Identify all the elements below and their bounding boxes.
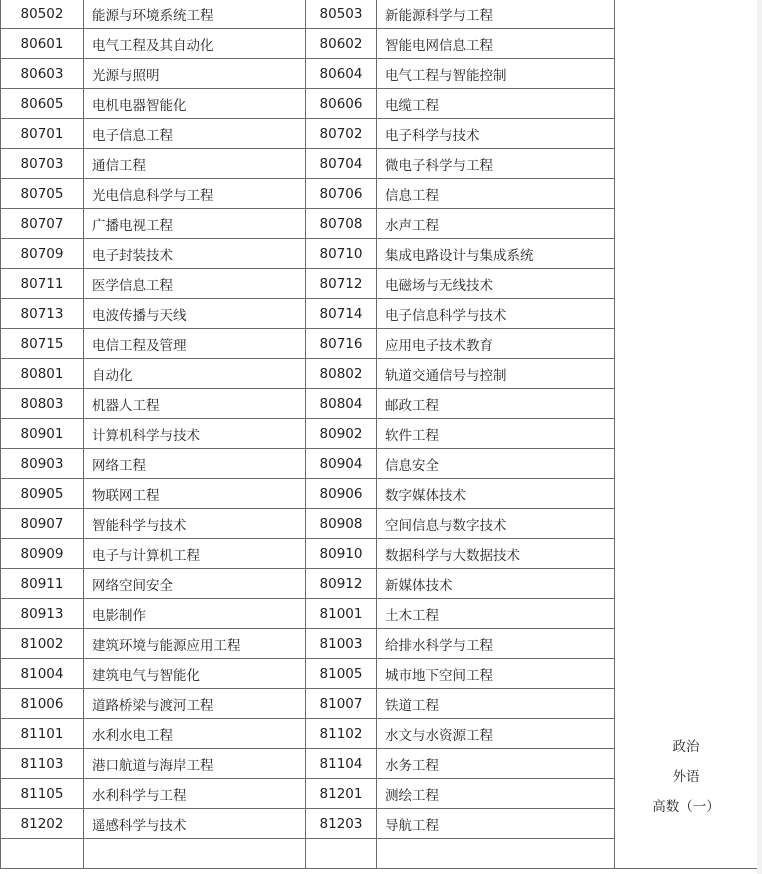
- major-name-left: 港口航道与海岸工程: [84, 749, 306, 779]
- major-code-right: 80902: [306, 419, 377, 449]
- major-name-right: 铁道工程: [377, 689, 615, 719]
- major-code-right: 80716: [306, 329, 377, 359]
- exam-subject: 政治: [672, 739, 700, 755]
- major-code-left: 81006: [1, 689, 84, 719]
- major-name-right: 土木工程: [377, 599, 615, 629]
- major-code-left: 81101: [1, 719, 84, 749]
- major-code-left: 80601: [1, 29, 84, 59]
- major-name-left: 自动化: [84, 359, 306, 389]
- major-code-right: 80910: [306, 539, 377, 569]
- major-code-left: 81103: [1, 749, 84, 779]
- major-name-right: 软件工程: [377, 419, 615, 449]
- major-code-right: 80708: [306, 209, 377, 239]
- major-name-left: 电影制作: [84, 599, 306, 629]
- major-code-right: 80702: [306, 119, 377, 149]
- major-name-right: 轨道交通信号与控制: [377, 359, 615, 389]
- major-name-left: 网络工程: [84, 449, 306, 479]
- major-name-right: 电磁场与无线技术: [377, 269, 615, 299]
- majors-table-body: [1, 0, 758, 869]
- major-name-left: 光电信息科学与工程: [84, 179, 306, 209]
- major-name-right: 空间信息与数字技术: [377, 509, 615, 539]
- major-code-left: 80709: [1, 239, 84, 269]
- major-name-right: 智能电网信息工程: [377, 29, 615, 59]
- major-name-right: 电气工程与智能控制: [377, 59, 615, 89]
- major-name-left: 通信工程: [84, 149, 306, 179]
- major-code-right: 81102: [306, 719, 377, 749]
- major-code-left: 80905: [1, 479, 84, 509]
- major-name-right: 水务工程: [377, 749, 615, 779]
- major-code-left: 81105: [1, 779, 84, 809]
- page-right-edge: [757, 0, 762, 874]
- major-code-right: 81104: [306, 749, 377, 779]
- major-code-left: 80603: [1, 59, 84, 89]
- empty-cell: [1, 839, 84, 869]
- major-name-right: 城市地下空间工程: [377, 659, 615, 689]
- major-code-left: 80707: [1, 209, 84, 239]
- table-row: [1, 0, 758, 29]
- exam-subject: 高数（一）: [652, 799, 720, 815]
- major-code-left: 80907: [1, 509, 84, 539]
- major-code-right: 80802: [306, 359, 377, 389]
- major-name-right: 微电子科学与工程: [377, 149, 615, 179]
- exam-subjects-cell: [615, 0, 758, 869]
- major-code-right: 81007: [306, 689, 377, 719]
- major-name-right: 集成电路设计与集成系统: [377, 239, 615, 269]
- major-name-right: 新媒体技术: [377, 569, 615, 599]
- major-name-left: 电气工程及其自动化: [84, 29, 306, 59]
- major-name-right: 数据科学与大数据技术: [377, 539, 615, 569]
- empty-cell: [84, 839, 306, 869]
- major-code-right: 80604: [306, 59, 377, 89]
- major-code-left: 80703: [1, 149, 84, 179]
- major-code-right: 81001: [306, 599, 377, 629]
- major-name-left: 智能科学与技术: [84, 509, 306, 539]
- exam-subjects-list: [615, 732, 757, 868]
- major-code-left: 80705: [1, 179, 84, 209]
- major-name-left: 机器人工程: [84, 389, 306, 419]
- major-name-left: 计算机科学与技术: [84, 419, 306, 449]
- major-code-right: 80904: [306, 449, 377, 479]
- major-name-right: 电子科学与技术: [377, 119, 615, 149]
- major-name-right: 邮政工程: [377, 389, 615, 419]
- major-name-left: 能源与环境系统工程: [84, 0, 306, 29]
- major-name-left: 电子与计算机工程: [84, 539, 306, 569]
- major-code-left: 80803: [1, 389, 84, 419]
- major-code-left: 80711: [1, 269, 84, 299]
- major-name-left: 建筑电气与智能化: [84, 659, 306, 689]
- major-name-left: 水利科学与工程: [84, 779, 306, 809]
- major-code-left: 80801: [1, 359, 84, 389]
- major-code-left: 80903: [1, 449, 84, 479]
- major-name-right: 数字媒体技术: [377, 479, 615, 509]
- major-name-right: 水文与水资源工程: [377, 719, 615, 749]
- major-code-left: 81202: [1, 809, 84, 839]
- major-name-right: 测绘工程: [377, 779, 615, 809]
- major-code-left: 80715: [1, 329, 84, 359]
- major-name-right: 电缆工程: [377, 89, 615, 119]
- major-name-left: 广播电视工程: [84, 209, 306, 239]
- major-name-right: 信息工程: [377, 179, 615, 209]
- major-code-right: 80712: [306, 269, 377, 299]
- major-code-left: 80909: [1, 539, 84, 569]
- major-code-right: 80908: [306, 509, 377, 539]
- major-code-right: 81005: [306, 659, 377, 689]
- major-code-left: 80713: [1, 299, 84, 329]
- major-name-left: 遥感科学与技术: [84, 809, 306, 839]
- major-code-right: 80602: [306, 29, 377, 59]
- major-code-left: 81002: [1, 629, 84, 659]
- major-name-left: 光源与照明: [84, 59, 306, 89]
- major-name-left: 水利水电工程: [84, 719, 306, 749]
- major-name-right: 水声工程: [377, 209, 615, 239]
- empty-cell: [306, 839, 377, 869]
- major-name-left: 物联网工程: [84, 479, 306, 509]
- major-name-left: 网络空间安全: [84, 569, 306, 599]
- major-code-right: 80710: [306, 239, 377, 269]
- empty-cell: [377, 839, 615, 869]
- major-code-left: 80901: [1, 419, 84, 449]
- major-code-left: 81004: [1, 659, 84, 689]
- major-name-left: 电机电器智能化: [84, 89, 306, 119]
- major-name-left: 电子封装技术: [84, 239, 306, 269]
- major-name-left: 医学信息工程: [84, 269, 306, 299]
- major-name-left: 道路桥梁与渡河工程: [84, 689, 306, 719]
- major-code-right: 81201: [306, 779, 377, 809]
- major-code-right: 81203: [306, 809, 377, 839]
- major-name-right: 电子信息科学与技术: [377, 299, 615, 329]
- major-name-right: 信息安全: [377, 449, 615, 479]
- major-name-left: 建筑环境与能源应用工程: [84, 629, 306, 659]
- major-code-right: 80912: [306, 569, 377, 599]
- major-name-right: 导航工程: [377, 809, 615, 839]
- major-name-left: 电子信息工程: [84, 119, 306, 149]
- major-code-left: 80502: [1, 0, 84, 29]
- major-name-left: 电信工程及管理: [84, 329, 306, 359]
- major-code-right: 80804: [306, 389, 377, 419]
- major-name-right: 新能源科学与工程: [377, 0, 615, 29]
- major-name-left: 电波传播与天线: [84, 299, 306, 329]
- major-name-right: 给排水科学与工程: [377, 629, 615, 659]
- major-code-right: 80714: [306, 299, 377, 329]
- major-code-left: 80911: [1, 569, 84, 599]
- major-name-right: 应用电子技术教育: [377, 329, 615, 359]
- major-code-right: 80906: [306, 479, 377, 509]
- major-code-left: 80605: [1, 89, 84, 119]
- major-code-left: 80701: [1, 119, 84, 149]
- major-code-left: 80913: [1, 599, 84, 629]
- major-code-right: 80704: [306, 149, 377, 179]
- major-code-right: 80606: [306, 89, 377, 119]
- major-code-right: 81003: [306, 629, 377, 659]
- major-code-right: 80503: [306, 0, 377, 29]
- major-code-right: 80706: [306, 179, 377, 209]
- exam-subject: 外语: [672, 769, 700, 785]
